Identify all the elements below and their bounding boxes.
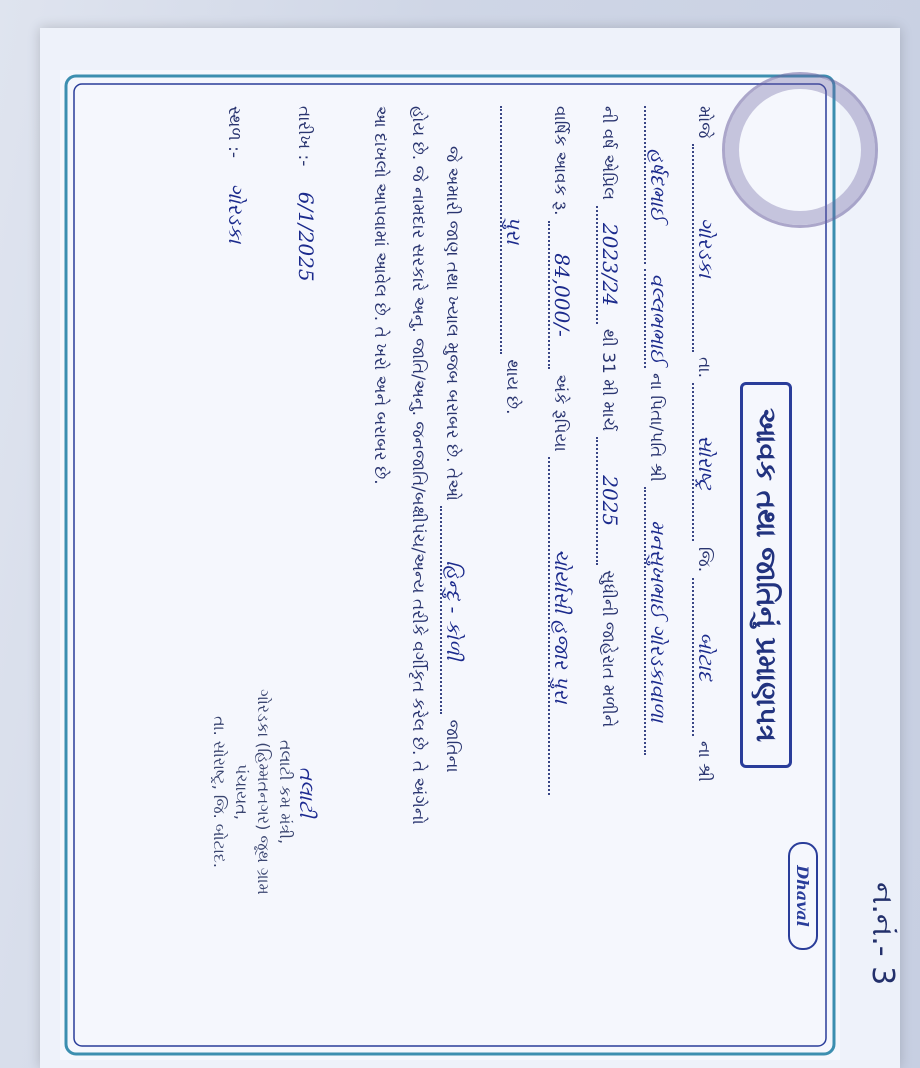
total-value: પુરા (500, 106, 526, 354)
line-total: પુરા થાય છે. (500, 106, 526, 414)
rotated-certificate (60, 82, 900, 1042)
income-value: 84,000/- (548, 221, 574, 369)
caste-value: હિન્દુ - કોળી (440, 506, 466, 714)
district-value: બોટાદ (692, 578, 718, 736)
village-value: ગોરડકા (692, 144, 718, 352)
from-year-value: 2023/24 (596, 206, 622, 324)
reference-number: ન.નં.- 3 (865, 882, 900, 986)
line-name: હર્ષદભાઈ વલ્લભભાઈ ના પિતા/પતિ શ્રી મનસુખભાઈ ગોરડકાવાળા (644, 106, 670, 755)
to-year-value: 2025 (596, 437, 622, 565)
place-row: સ્થળ :- ગોરડકા (224, 106, 248, 244)
date-row: તારીખ :- 6/1/2025 (294, 106, 318, 282)
taluka-value: સોરાષ્ટ્ર (692, 383, 718, 541)
name-value: હર્ષદભાઈ (644, 106, 670, 264)
line-village: મોજે ગોરડકા તા. સોરાષ્ટ્ર જિ. બોટાદ ના શ્રી (694, 106, 718, 782)
signature-block (208, 682, 318, 902)
place-value: ગોરડકા (224, 183, 248, 244)
brand-logo: Dhaval (788, 842, 818, 950)
date-value: 6/1/2025 (294, 191, 318, 282)
signature-line-3: તા. સોરાષ્ટ્ર, જિ. બોટાદ. (210, 716, 229, 868)
signature-scribble: તલાટી (295, 766, 319, 818)
signature-line-1: તલાટી કમ મંત્રી, (276, 739, 295, 845)
panchayat-seal (722, 72, 878, 228)
paragraph-line-1: જે અમારી જાણ તથા ખ્યાલ મુજબ બરાબર છે. તેઓ હિન્દુ - કોળી જાતિના (442, 146, 466, 773)
father-value: મનસુખભાઈ ગોરડકાવાળા (644, 487, 670, 755)
paragraph-line-2: હોય છે. જે નામદાર સરકારે અનુ. જાતિ/અનુ. જનજાતિ/બક્ષીપંચ/અન્ય તરીકે વર્ગીકૃત કરેલ છે. તે અંગેનો (408, 106, 428, 825)
certificate-title: આવક તથા જાતિનું પ્રમાણપત્ર (740, 382, 792, 768)
line-income: વાર્ષિક આવક રૂ. 84,000/- અંકે રૂપિયા ચોર્યાસી હજાર પુરા (548, 106, 574, 795)
name-extra: વલ્લભભાઈ (644, 269, 670, 367)
paragraph-line-3: આ દાખલો આપવામાં આવેલ છે. તે ખરો અને બરાબર છે. (370, 106, 390, 485)
line-period: ની વર્ષ એપ્રિલ 2023/24 થી 31 મી માર્ચ 2025 સુધીની જાહેરાત મળીને (598, 106, 622, 728)
signature-line-2: ગોરડકા (હિમ્મતનગર) જૂથ ગ્રામ પંચાયત, (232, 689, 273, 895)
income-words-value: ચોર્યાસી હજાર પુરા (548, 457, 574, 795)
